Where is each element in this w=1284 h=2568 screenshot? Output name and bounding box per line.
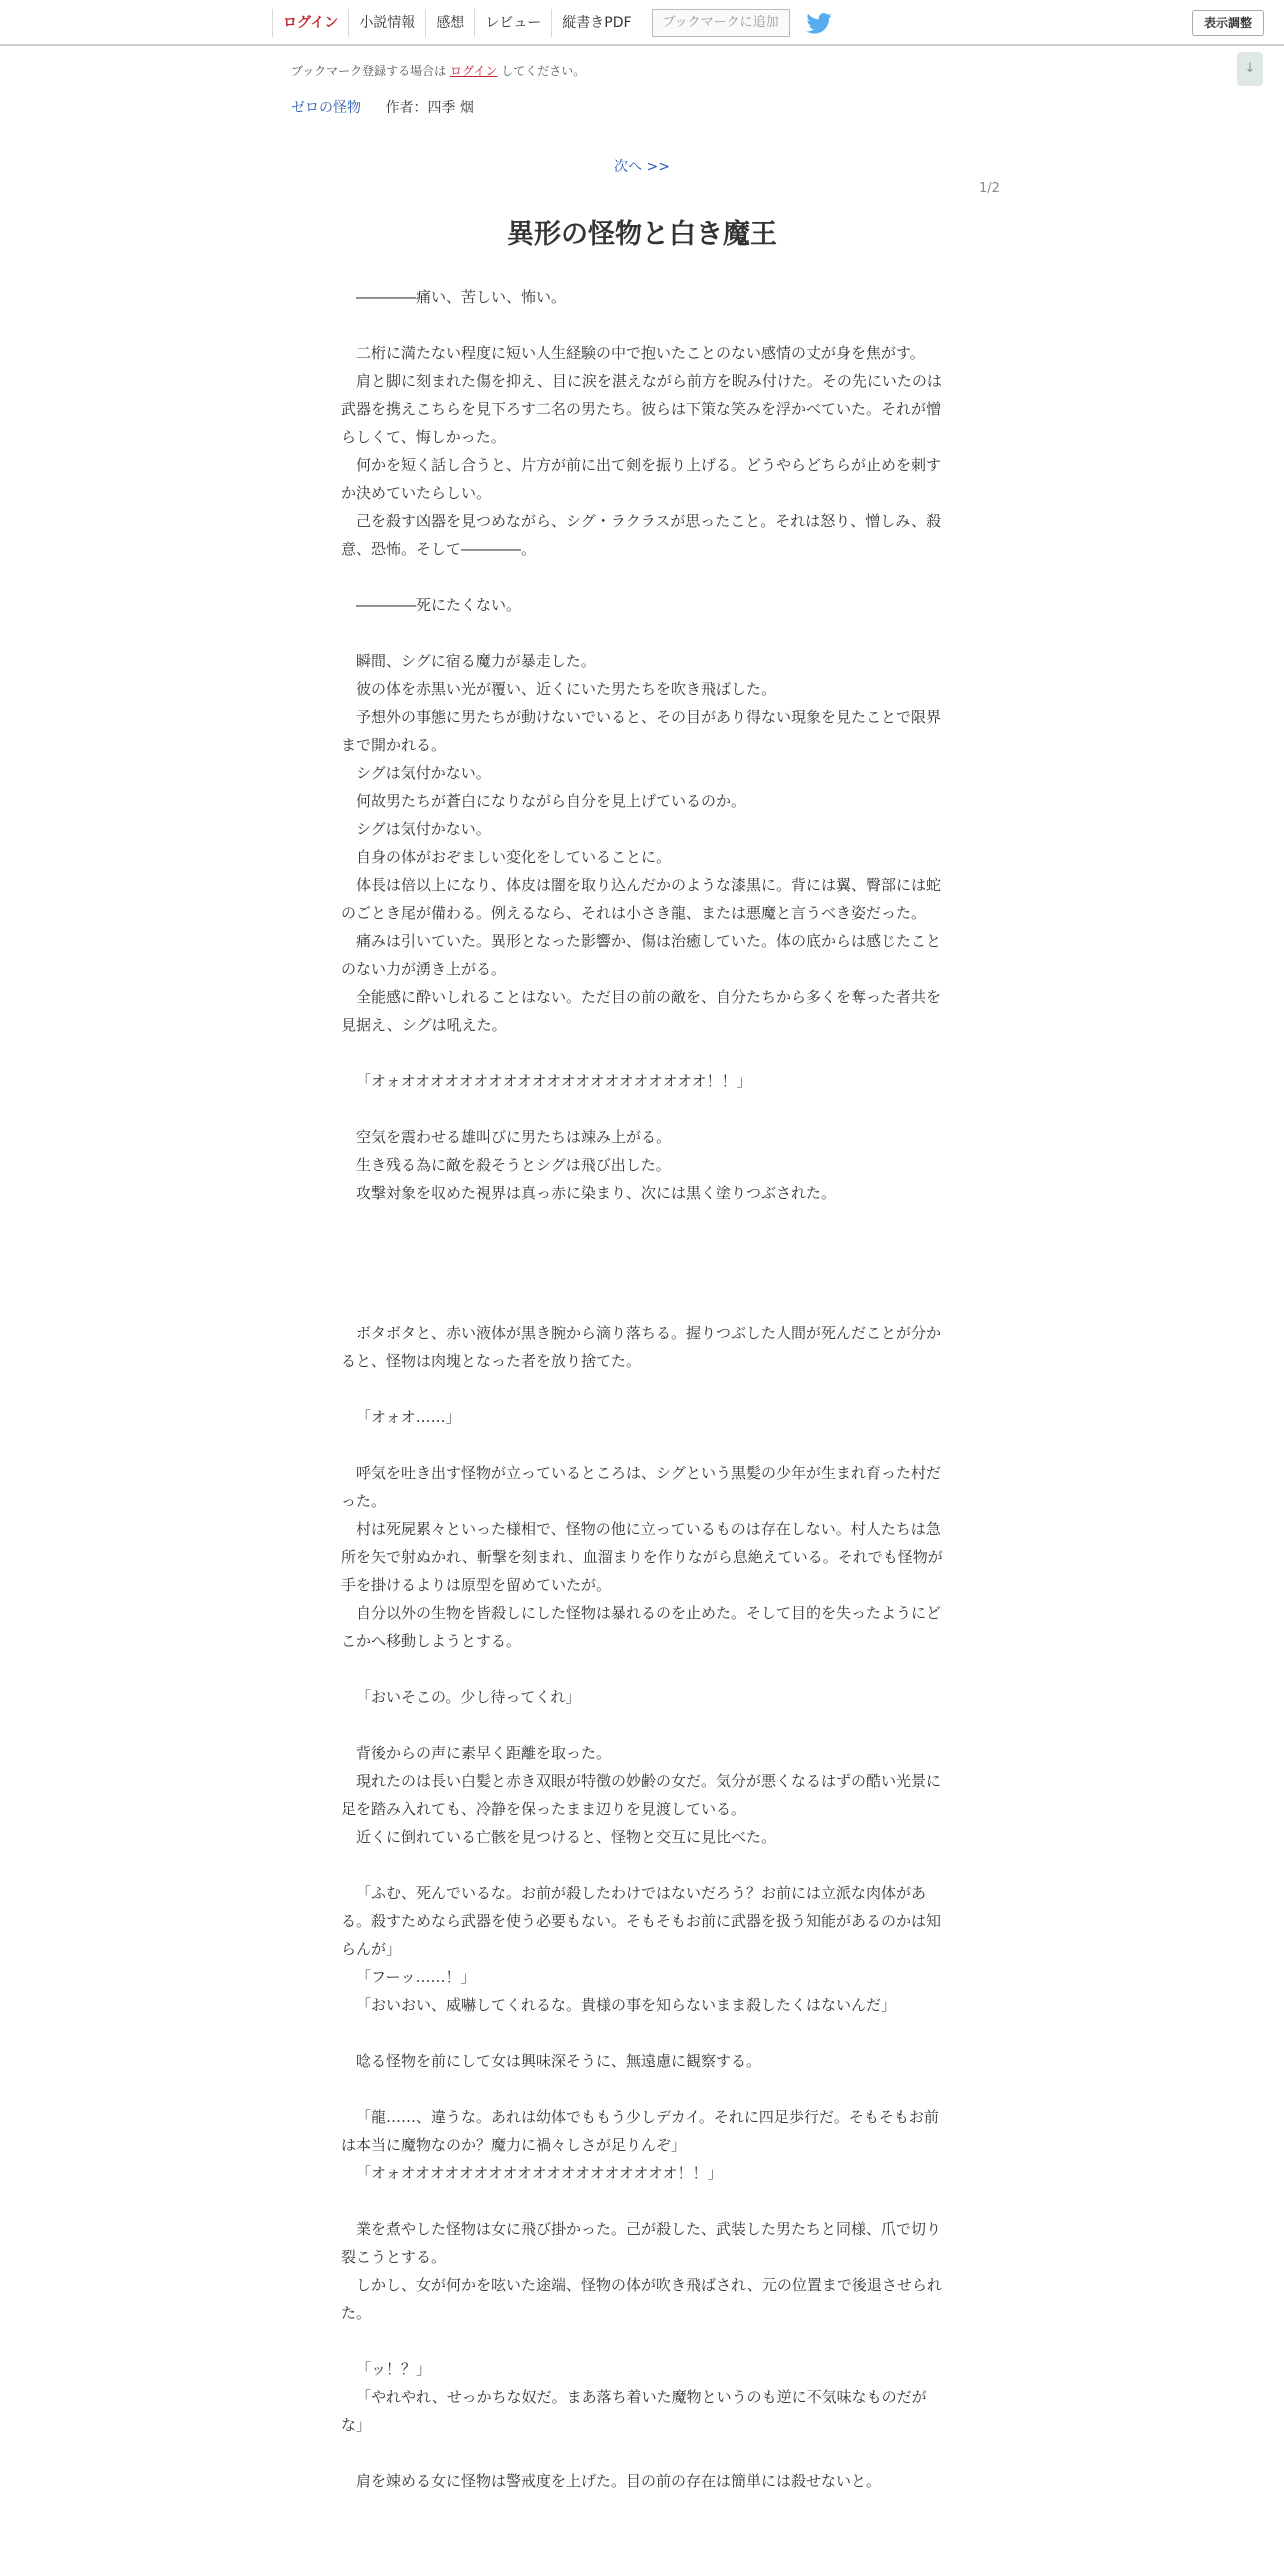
twitter-share-button[interactable] — [806, 12, 832, 34]
bookmark-note-before: ブックマーク登録する場合は — [291, 64, 447, 78]
blank-line — [341, 1851, 944, 1879]
novel-paragraph: 何故男たちが蒼白になりながら自分を見上げているのか。 — [356, 792, 747, 810]
novel-paragraph: 予想外の事態に男たちが動けないでいると、その目があり得ない現象を見たことで限界まで開かれる。 — [341, 708, 942, 754]
novel-paragraph: 「おいそこの。少し待ってくれ」 — [356, 1688, 581, 1706]
blank-line — [341, 1655, 944, 1683]
novel-paragraph: 痛みは引いていた。異形となった影響か、傷は治癒していた。体の底からは感じたことのない力が湧き上がる。 — [341, 932, 942, 978]
nav-list — [272, 9, 832, 37]
blank-line — [341, 2075, 944, 2103]
novel-paragraph: 攻撃対象を収めた視界は真っ赤に染まり、次には黒く塗りつぶされた。 — [356, 1184, 837, 1202]
bookmark-note-after: してください。 — [501, 64, 586, 78]
novel-paragraph: 瞬間、シグに宿る魔力が暴走した。 — [356, 652, 596, 670]
author-name: 作者：四季 烟 — [385, 100, 474, 116]
novel-paragraph: 近くに倒れている亡骸を見つけると、怪物と交互に見比べた。 — [356, 1828, 777, 1846]
series-title-link[interactable]: ゼロの怪物 — [291, 100, 361, 116]
novel-paragraph: シグは気付かない。 — [356, 764, 491, 782]
novel-paragraph: 二桁に満たない程度に短い人生経験の中で抱いたことのない感情の丈が身を焦がす。 — [356, 344, 925, 362]
nav-novel-info-link[interactable]: 小説情報 — [348, 9, 425, 37]
novel-paragraph: 業を煮やした怪物は女に飛び掛かった。己が殺した、武装した男たちと同様、爪で切り裂こうとする。 — [341, 2220, 942, 2266]
novel-paragraph: ――――死にたくない。 — [356, 596, 522, 614]
novel-paragraph: 体長は倍以上になり、体皮は闇を取り込んだかのような漆黒に。背には翼、臀部には蛇のごとき尾が備わる。例えるなら、それは小さき龍、または悪魔と言うべき姿だった。 — [341, 876, 942, 922]
blank-line — [341, 311, 944, 339]
novel-paragraph: 背後からの声に素早く距離を取った。 — [356, 1744, 612, 1762]
novel-paragraph: 現れたのは長い白髪と赤き双眼が特徴の妙齢の女だ。気分が悪くなるはずの酷い光景に足を踏み入れても、冷静を保ったまま辺りを見渡している。 — [341, 1772, 942, 1818]
novel-paragraph: 「ッ！？」 — [356, 2360, 432, 2378]
twitter-bird-icon — [806, 13, 832, 34]
blank-line — [341, 1235, 944, 1263]
novel-paragraph: 肩を竦める女に怪物は警戒度を上げた。目の前の存在は簡単には殺せないと。 — [356, 2472, 882, 2490]
novel-paragraph: 村は死屍累々といった様相で、怪物の他に立っているものは存在しない。村人たちは急所を矢で射ぬかれ、斬撃を刻まれ、血溜まりを作りながら息絶えている。それでも怪物が手を掛けるよりは原型を留めていたが。 — [341, 1520, 943, 1594]
display-settings-button[interactable]: 表示調整 — [1192, 10, 1264, 36]
series-info — [291, 98, 474, 118]
novel-paragraph: 「フーッ……！」 — [356, 1968, 476, 1986]
novel-paragraph: 己を殺す凶器を見つめながら、シグ・ラクラスが思ったこと。それは怒り、憎しみ、殺意、恐怖。そして――――。 — [341, 512, 942, 558]
blank-line — [341, 563, 944, 591]
blank-line — [341, 1207, 944, 1235]
blank-line — [341, 1431, 944, 1459]
add-bookmark-button[interactable]: ブックマークに追加 — [652, 9, 790, 37]
novel-paragraph: 「やれやれ、せっかちな奴だ。まあ落ち着いた魔物というのも逆に不気味なものだがな」 — [341, 2388, 927, 2434]
bookmark-login-note — [291, 62, 585, 79]
novel-paragraph: 呼気を吐き出す怪物が立っているところは、シグという黒髪の少年が生まれ育った村だった。 — [341, 1464, 942, 1510]
nav-impressions-link[interactable]: 感想 — [425, 9, 474, 37]
nav-login-link[interactable]: ログイン — [272, 9, 348, 37]
novel-paragraph: 生き残る為に敵を殺そうとシグは飛び出した。 — [356, 1156, 671, 1174]
novel-paragraph: シグは気付かない。 — [356, 820, 491, 838]
novel-paragraph: 唸る怪物を前にして女は興味深そうに、無遠慮に観察する。 — [356, 2052, 762, 2070]
novel-paragraph: 全能感に酔いしれることはない。ただ目の前の敵を、自分たちから多くを奪った者共を見据え、シグは吼えた。 — [341, 988, 942, 1034]
blank-line — [341, 1095, 944, 1123]
blank-line — [341, 2327, 944, 2355]
novel-paragraph: 自身の体がおぞましい変化をしていることに。 — [356, 848, 672, 866]
novel-paragraph: 「ふむ、死んでいるな。お前が殺したわけではないだろう？お前には立派な肉体がある。殺すためなら武器を使う必要もない。そもそもお前に武器を扱う知能があるのかは知らんが」 — [341, 1884, 942, 1958]
blank-line — [341, 2019, 944, 2047]
blank-line — [341, 1263, 944, 1291]
blank-line — [341, 2187, 944, 2215]
novel-paragraph: 空気を震わせる雄叫びに男たちは竦み上がる。 — [356, 1128, 672, 1146]
novel-paragraph: 「おいおい、威嚇してくれるな。貴様の事を知らないまま殺したくはないんだ」 — [356, 1996, 897, 2014]
novel-paragraph: 「オォオオオオオオオオオオオオオオオオオオオオオ！！」 — [356, 1072, 752, 1090]
novel-paragraph: 「オォオオオオオオオオオオオオオオオオオオオ！！」 — [356, 2164, 723, 2182]
novel-paragraph: 「龍……、違うな。あれは幼体でももう少しデカイ。それに四足歩行だ。そもそもお前は本当に魔物なのか？魔力に禍々しさが足りんぞ」 — [341, 2108, 939, 2154]
blank-line — [341, 619, 944, 647]
blank-line — [341, 1291, 944, 1319]
pager-top — [0, 156, 1284, 176]
nav-review-link[interactable]: レビュー — [474, 9, 551, 37]
nav-vertical-pdf-link[interactable]: 縦書きPDF — [551, 9, 641, 37]
novel-paragraph: しかし、女が何かを呟いた途端、怪物の体が吹き飛ばされ、元の位置まで後退させられた。 — [341, 2276, 942, 2322]
blank-line — [341, 1375, 944, 1403]
novel-paragraph: 何かを短く話し合うと、片方が前に出て剣を振り上げる。どうやらどちらが止めを刺すか決めていたらしい。 — [341, 456, 942, 502]
blank-line — [341, 1711, 944, 1739]
top-navigation-bar — [0, 0, 1284, 46]
page-counter: 1/2 — [979, 181, 1000, 196]
next-page-link[interactable]: 次へ >> — [614, 159, 670, 175]
blank-line — [341, 2439, 944, 2467]
chapter-title: 異形の怪物と白き魔王 — [507, 219, 777, 250]
novel-paragraph: 彼の体を赤黒い光が覆い、近くにいた男たちを吹き飛ばした。 — [356, 680, 777, 698]
scroll-down-button[interactable]: ↓ — [1237, 52, 1263, 86]
bookmark-note-login-link[interactable]: ログイン — [450, 64, 498, 78]
novel-paragraph: ボタボタと、赤い液体が黒き腕から滴り落ちる。握りつぶした人間が死んだことが分かると、怪物は肉塊となった者を放り捨てた。 — [341, 1324, 942, 1370]
novel-paragraph: ――――痛い、苦しい、怖い。 — [356, 288, 567, 306]
novel-paragraph: 肩と脚に刻まれた傷を抑え、目に涙を湛えながら前方を睨み付けた。その先にいたのは武器を携えこちらを見下ろす二名の男たち。彼らは下策な笑みを浮かべていた。それが憎らしくて、悔しかった。 — [341, 372, 942, 446]
novel-paragraph: 「オォオ……」 — [356, 1408, 461, 1426]
novel-paragraph: 自分以外の生物を皆殺しにした怪物は暴れるのを止めた。そして目的を失ったようにどこかへ移動しようとする。 — [341, 1604, 942, 1650]
blank-line — [341, 1039, 944, 1067]
novel-body — [341, 283, 944, 2495]
